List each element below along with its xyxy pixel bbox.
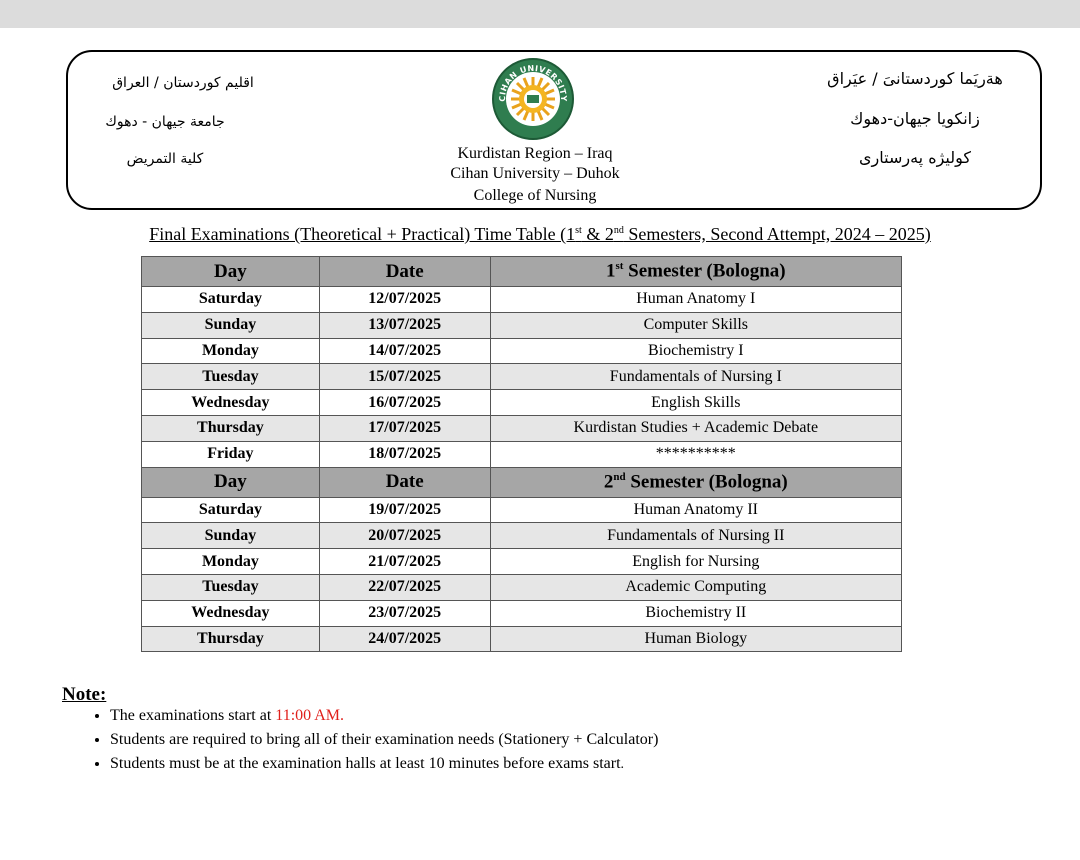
subject-cell: **********: [490, 441, 901, 467]
date-cell: 19/07/2025: [319, 497, 490, 523]
day-cell: Saturday: [142, 287, 320, 313]
table-row: [142, 338, 902, 364]
day-cell: Sunday: [142, 312, 320, 338]
day-cell: Wednesday: [142, 600, 320, 626]
semester-1-header: 1st Semester (Bologna): [490, 257, 901, 287]
day-cell: Friday: [142, 441, 320, 467]
day-cell: Monday: [142, 338, 320, 364]
day-cell: Tuesday: [142, 574, 320, 600]
semester-1-rows: [142, 287, 902, 468]
subject-cell: Kurdistan Studies + Academic Debate: [490, 415, 901, 441]
table-row: [142, 549, 902, 575]
table-row: [142, 574, 902, 600]
date-header: Date: [319, 257, 490, 287]
day-cell: Wednesday: [142, 390, 320, 416]
date-cell: 22/07/2025: [319, 574, 490, 600]
date-cell: 15/07/2025: [319, 364, 490, 390]
subject-cell: Biochemistry I: [490, 338, 901, 364]
notes-list: [62, 704, 658, 776]
semester-2-header-row: [142, 467, 902, 497]
arabic-college: كلية التمريض: [126, 151, 204, 167]
arabic-region: اقليم كوردستان / العراق: [112, 75, 254, 91]
university-logo-icon: [491, 57, 575, 141]
subject-cell: English for Nursing: [490, 549, 901, 575]
table-row: [142, 312, 902, 338]
subject-cell: Human Biology: [490, 626, 901, 652]
subject-cell: Human Anatomy I: [490, 287, 901, 313]
date-cell: 20/07/2025: [319, 523, 490, 549]
note-item: • Students are required to bring all of their examination needs (Stationery + Calculator): [110, 728, 658, 752]
top-bar: [0, 0, 1080, 28]
day-cell: Thursday: [142, 626, 320, 652]
day-cell: Thursday: [142, 415, 320, 441]
date-header: Date: [319, 467, 490, 497]
table-row: [142, 390, 902, 416]
kurdish-college: كوليژه پەرستارى: [859, 148, 971, 167]
day-cell: Monday: [142, 549, 320, 575]
day-cell: Saturday: [142, 497, 320, 523]
subject-cell: Academic Computing: [490, 574, 901, 600]
date-cell: 18/07/2025: [319, 441, 490, 467]
subject-cell: Computer Skills: [490, 312, 901, 338]
subject-cell: Fundamentals of Nursing I: [490, 364, 901, 390]
date-cell: 24/07/2025: [319, 626, 490, 652]
date-cell: 16/07/2025: [319, 390, 490, 416]
table-row: [142, 415, 902, 441]
date-cell: 13/07/2025: [319, 312, 490, 338]
english-college: College of Nursing: [473, 187, 597, 204]
logo-text: CIHAN UNIVERSITY: [497, 63, 569, 102]
subject-cell: Biochemistry II: [490, 600, 901, 626]
day-cell: Sunday: [142, 523, 320, 549]
day-header: Day: [142, 467, 320, 497]
table-row: [142, 600, 902, 626]
table-row: [142, 364, 902, 390]
date-cell: 23/07/2025: [319, 600, 490, 626]
table-row: [142, 523, 902, 549]
english-region: Kurdistan Region – Iraq: [457, 145, 613, 162]
date-cell: 12/07/2025: [319, 287, 490, 313]
table-row: [142, 497, 902, 523]
timetable-title: Final Examinations (Theoretical + Practical) Time Table (1st & 2nd Semesters, Second Attempt, 2024 – 2025): [149, 224, 931, 244]
date-cell: 17/07/2025: [319, 415, 490, 441]
date-cell: 14/07/2025: [319, 338, 490, 364]
exam-timetable: [141, 256, 902, 652]
semester-1-header-row: [142, 257, 902, 287]
day-cell: Tuesday: [142, 364, 320, 390]
note-title: Note:: [62, 684, 107, 705]
english-university: Cihan University – Duhok: [450, 165, 620, 182]
subject-cell: English Skills: [490, 390, 901, 416]
kurdish-region: هةريَما كوردستانىَ / عيَراق: [827, 69, 1003, 88]
exam-start-time: 11:00 AM.: [275, 707, 345, 724]
table-row: [142, 287, 902, 313]
table-row: [142, 441, 902, 467]
date-cell: 21/07/2025: [319, 549, 490, 575]
table-row: [142, 626, 902, 652]
semester-2-rows: [142, 497, 902, 652]
arabic-university: جامعة جيهان - دهوك: [105, 114, 225, 130]
subject-cell: Fundamentals of Nursing II: [490, 523, 901, 549]
kurdish-university: زانكويا جيهان-دهوك: [850, 109, 980, 128]
note-item: • The examinations start at 11:00 AM.: [110, 704, 658, 728]
note-item: • Students must be at the examination halls at least 10 minutes before exams start.: [110, 752, 658, 776]
subject-cell: Human Anatomy II: [490, 497, 901, 523]
day-header: Day: [142, 257, 320, 287]
semester-2-header: 2nd Semester (Bologna): [490, 467, 901, 497]
